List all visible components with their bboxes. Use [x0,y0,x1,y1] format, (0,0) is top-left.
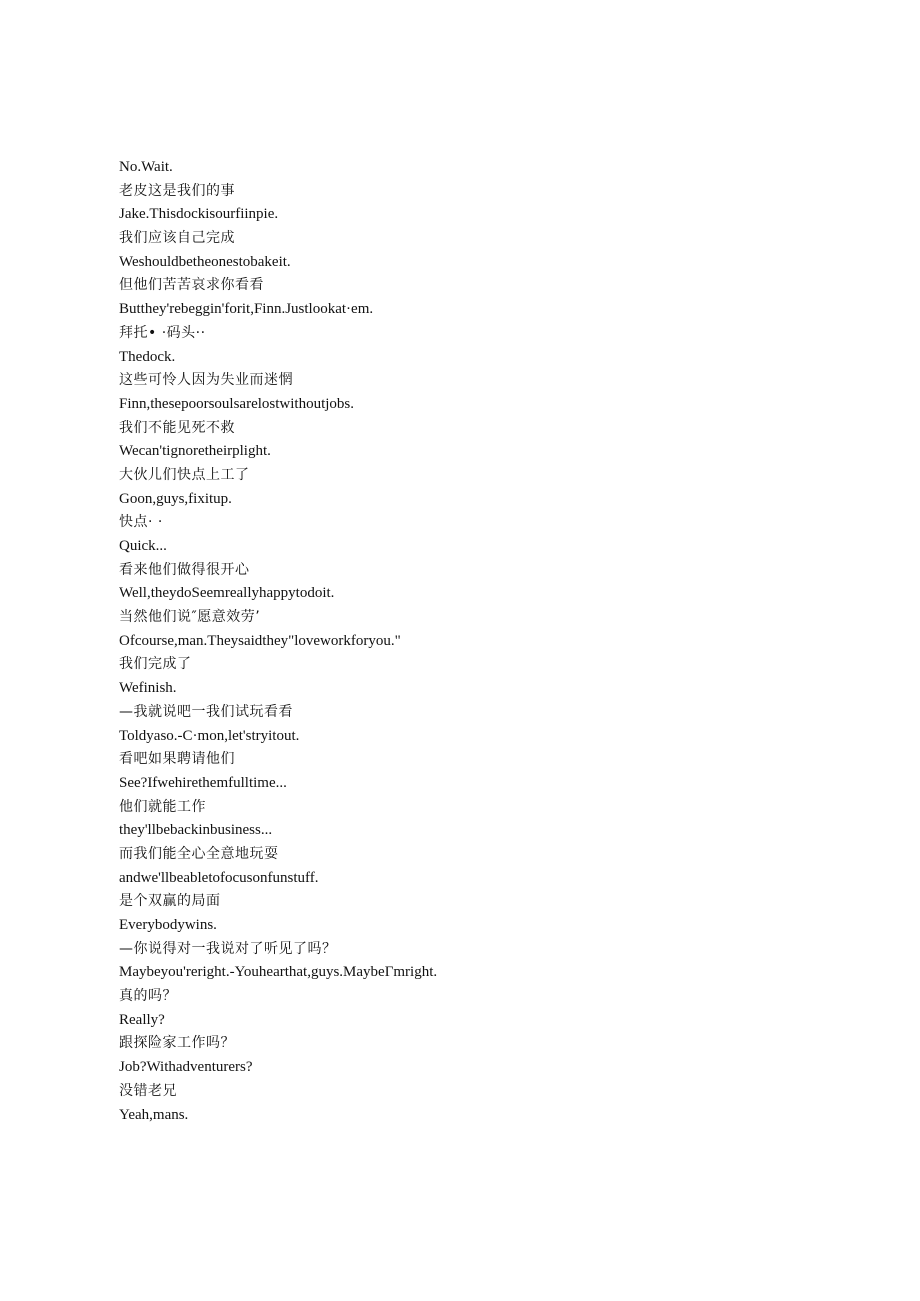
subtitle-line-zh: 这些可怜人因为失业而迷惘 [119,372,293,389]
subtitle-line-en: Weshouldbetheonestobakeit. [119,253,291,270]
subtitle-line-en: Maybeyou'reright.-Youhearthat,guys.MaybeΓmright. [119,964,438,981]
subtitle-line-en: Butthey'rebeggin'forit,Finn.Justlookat·em. [119,301,374,318]
subtitle-line-en: Thedock. [119,348,176,365]
subtitle-line-zh: 我们不能见死不救 [119,419,235,436]
subtitle-line-zh: 而我们能全心全意地玩耍 [119,845,279,862]
subtitle-line-en: Quick... [119,538,167,554]
subtitle-line-zh: 当然他们说″愿意效劳’ [119,609,261,626]
subtitle-line-zh: 看来他们做得很开心 [119,561,250,578]
subtitle-line-en: Job?Withadventurers? [119,1059,253,1076]
subtitle-line-zh: 我们完成了 [119,656,192,673]
subtitle-line-en: they'llbebackinbusiness... [119,822,273,839]
subtitle-line-zh: 但他们苦苦哀求你看看 [119,277,264,294]
subtitle-line-en: Ofcourse,man.Theysaidthey"loveworkforyou." [119,632,401,649]
subtitle-line-zh: 我们应该自己完成 [119,230,235,247]
subtitle-line-en: Goon,guys,fixitup. [119,490,232,507]
subtitle-line-en: See?Ifwehirethemfulltime... [119,774,287,791]
subtitle-line-en: Really? [119,1011,165,1028]
subtitle-line-zh: 他们就能工作 [119,798,206,815]
subtitle-line-en: Everybodywins. [119,917,217,933]
subtitle-line-zh: 大伙儿们快点上工了 [119,466,250,483]
subtitle-line-zh: 拜托• ·码头·· [119,324,206,341]
subtitle-line-zh: 没错老兄 [119,1082,177,1099]
subtitle-line-en: Toldyaso.-C·mon,let'stryitout. [119,727,300,744]
subtitle-line-zh: 真的吗？ [119,988,177,1005]
subtitle-line-en: No.Wait. [119,159,173,175]
subtitle-line-en: Well,theydoSeemreallyhappytodoit. [119,585,335,602]
subtitle-line-zh: —你说得对一我说对了听见了吗？ [119,940,337,957]
subtitle-line-en: Yeah,mans. [119,1106,189,1123]
subtitle-line-en: Wefinish. [119,680,177,697]
subtitle-line-zh: 老皮这是我们的事 [119,182,235,199]
subtitle-line-en: Jake.Thisdockisourfiinpie. [119,206,279,223]
subtitle-line-zh: —我就说吧一我们试玩看看 [119,703,293,720]
subtitle-line-en: Wecan'tignoretheirplight. [119,443,271,460]
subtitle-line-zh: 是个双赢的局面 [119,893,221,910]
subtitle-line-en: andwe'llbeabletofocusonfunstuff. [119,869,319,886]
subtitle-line-zh: 看吧如果聘请他们 [119,751,235,768]
subtitle-line-zh: 快点· · [119,514,163,531]
subtitle-line-en: Finn,thesepoorsoulsarelostwithoutjobs. [119,395,354,412]
subtitle-lines [119,156,819,1127]
subtitle-line-zh: 跟探险家工作吗？ [119,1035,235,1052]
